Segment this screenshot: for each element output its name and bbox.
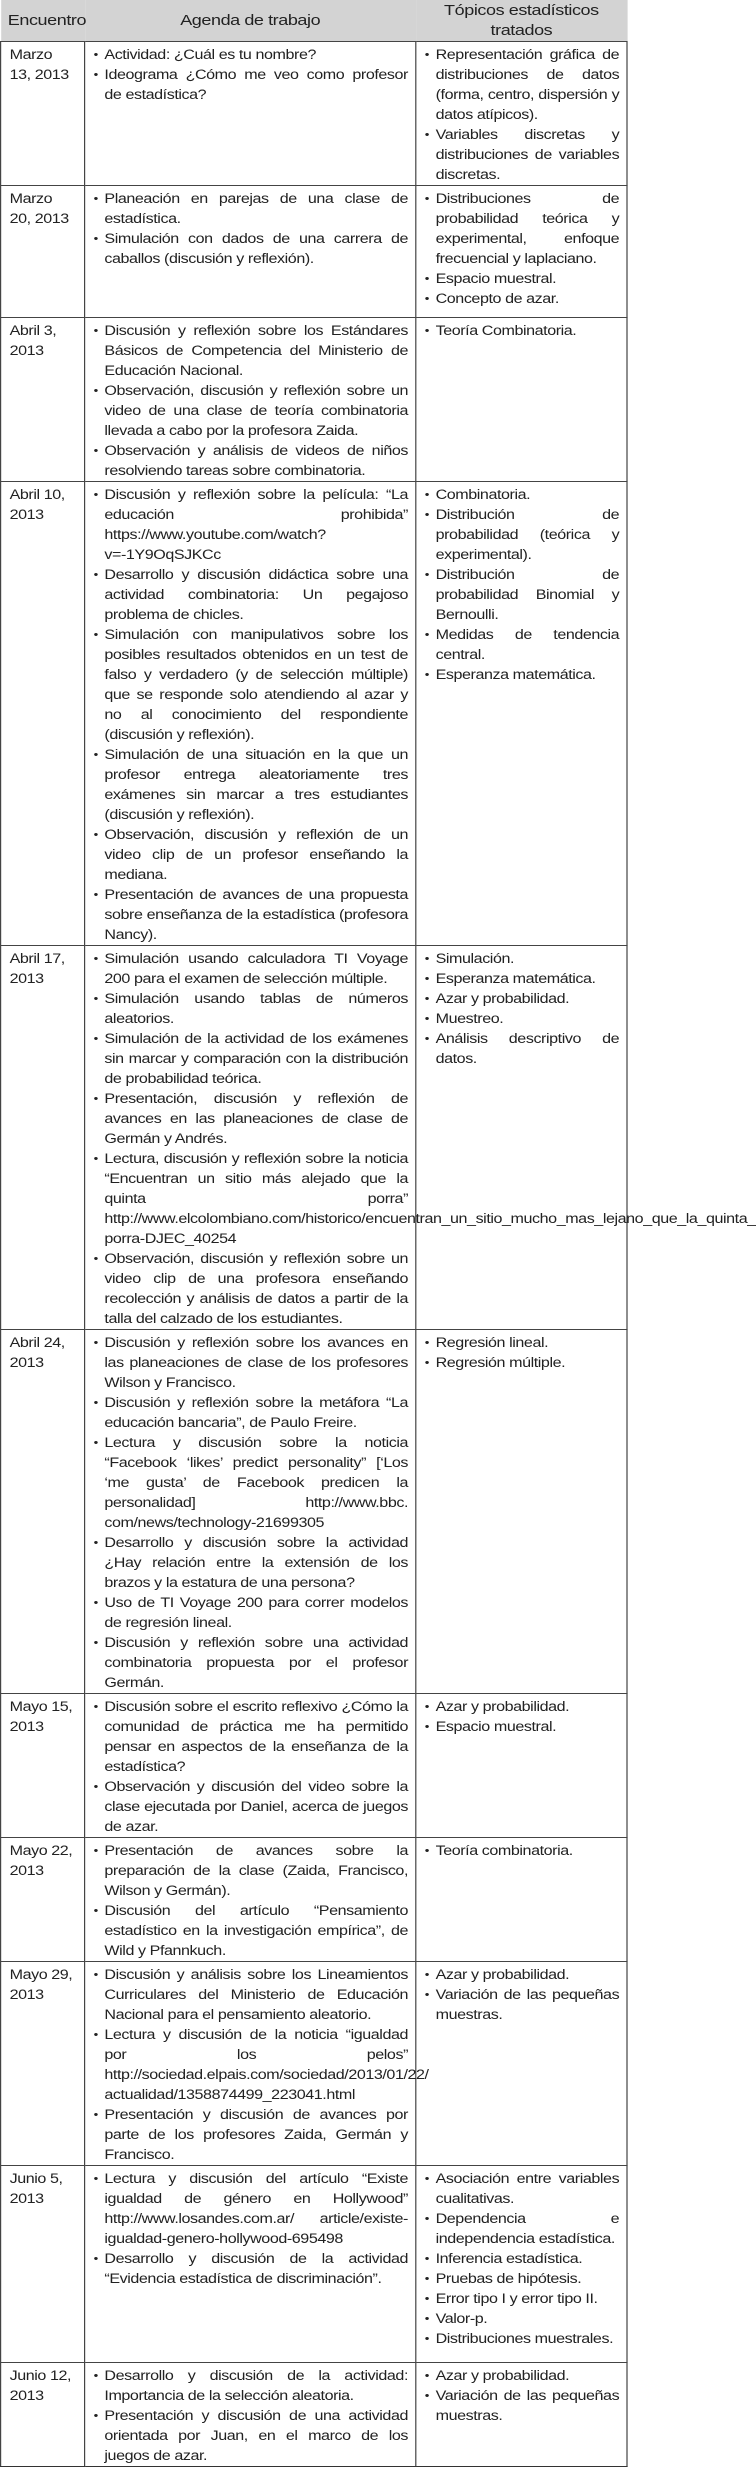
table-row: [1, 482, 627, 946]
agenda-list: [94, 1841, 408, 1961]
agenda-item: • Discusión y reflexión sobre una actividad combinatoria propuesta por el profesor Germán.: [94, 1633, 408, 1693]
topic-item: • Medidas de tendencia central.: [425, 625, 619, 665]
agenda-list: [94, 45, 408, 105]
table-row: [1, 946, 627, 1330]
agenda-item: • Uso de TI Voyage 200 para correr modelos de regresión lineal.: [94, 1593, 408, 1633]
agenda-item: • Planeación en parejas de una clase de estadística.: [94, 189, 408, 229]
topics-cell: [416, 186, 627, 318]
topics-list: [425, 1697, 619, 1737]
topics-list: [425, 949, 619, 1069]
agenda-list: [94, 485, 408, 945]
agenda-item: • Presentación, discusión y reflexión de avances en las planeaciones de clase de Germán y Andrés.: [94, 1089, 408, 1149]
topics-list: [425, 1841, 619, 1861]
agenda-list: [94, 2169, 408, 2289]
topic-item: • Teoría combinatoria.: [425, 1841, 619, 1861]
agenda-item: • Lectura, discusión y reflexión sobre la noticia “Encuentran un sitio más alejado que la quinta porra” http://www.elcolombiano.com/historico/encuentran_un_sitio_mucho_mas_lejano_que_la_quinta_ porra-DJEC_40254: [94, 1149, 408, 1249]
agenda-cell: [85, 1838, 416, 1962]
agenda-cell: [85, 1962, 429, 2166]
topic-item: • Azar y probabilidad.: [425, 2366, 619, 2386]
topics-cell: [416, 318, 627, 482]
agenda-item: • Simulación con manipulativos sobre los posibles resultados obtenidos en un test de falso y verdadero (y de selección múltiple) que se responde solo atendiendo al azar y no al conocimiento del respondiente (discusión y reflexión).: [94, 625, 408, 745]
topic-item: • Combinatoria.: [425, 485, 619, 505]
table-row: [1, 2166, 627, 2363]
table-row: [1, 1962, 627, 2166]
agenda-item: • Discusión sobre el escrito reflexivo ¿Cómo la comunidad de práctica me ha permitido pensar en aspectos de la enseñanza de la estadística?: [94, 1697, 408, 1777]
agenda-cell: [85, 186, 416, 318]
topics-list: [425, 189, 619, 309]
agenda-item: • Discusión y reflexión sobre los avances en las planeaciones de clase de los profesores Wilson y Francisco.: [94, 1333, 408, 1393]
topic-item: • Azar y probabilidad.: [425, 1965, 619, 1985]
topics-cell: [416, 1962, 627, 2166]
topics-cell: [416, 1694, 627, 1838]
agenda-item: • Discusión y reflexión sobre la película: “La educación prohibida” https://www.youtube.com/watch?v=-1Y9OqSJKCc: [94, 485, 408, 565]
table-row: [1, 1694, 627, 1838]
topic-item: • Esperanza matemática.: [425, 665, 619, 685]
topics-cell: [416, 946, 627, 1330]
topic-item: • Concepto de azar.: [425, 289, 619, 309]
agenda-item: • Ideograma ¿Cómo me veo como profesor de estadística?: [94, 65, 408, 105]
agenda-item: • Discusión y reflexión sobre la metáfora “La educación bancaria”, de Paulo Freire.: [94, 1393, 408, 1433]
topic-item: • Distribución de probabilidad (teórica y experimental).: [425, 505, 619, 565]
agenda-item: • Discusión y reflexión sobre los Estándares Básicos de Competencia del Ministerio de Educación Nacional.: [94, 321, 408, 381]
topic-item: • Azar y probabilidad.: [425, 989, 619, 1009]
agenda-item: • Simulación de una situación en la que un profesor entrega aleatoriamente tres exámenes sin marcar a tres estudiantes (discusión y reflexión).: [94, 745, 408, 825]
topic-item: • Error tipo I y error tipo II.: [425, 2289, 619, 2309]
topics-list: [425, 321, 619, 341]
topics-list: [425, 2169, 619, 2349]
agenda-list: [94, 1333, 408, 1693]
agenda-item: • Lectura y discusión del artículo “Existe igualdad de género en Hollywood” http://www.losandes.com.ar/ article/existe-igualdad-genero-hollywood-695498: [94, 2169, 408, 2249]
topic-item: • Valor-p.: [425, 2309, 619, 2329]
topic-item: • Simulación.: [425, 949, 619, 969]
session-date: Junio 12, 2013: [1, 2363, 85, 2467]
agenda-list: [94, 1965, 429, 2165]
agenda-cell: [85, 318, 416, 482]
topics-cell: [416, 2363, 627, 2467]
topic-item: • Espacio muestral.: [425, 1717, 619, 1737]
agenda-item: • Observación, discusión y reflexión sobre un video de una clase de teoría combinatoria llevada a cabo por la profesora Zaida.: [94, 381, 408, 441]
session-date: Mayo 22, 2013: [1, 1838, 85, 1962]
agenda-list: [94, 189, 408, 269]
table-row: [1, 1838, 627, 1962]
topics-list: [425, 45, 619, 185]
agenda-cell: [85, 482, 416, 946]
agenda-cell: [85, 2363, 416, 2467]
topics-cell: [416, 1838, 627, 1962]
session-date: Abril 10, 2013: [1, 482, 85, 946]
topic-item: • Regresión múltiple.: [425, 1353, 619, 1373]
session-date: Mayo 29, 2013: [1, 1962, 85, 2166]
agenda-item: • Presentación de avances de una propuesta sobre enseñanza de la estadística (profesora Nancy).: [94, 885, 408, 945]
topic-item: • Inferencia estadística.: [425, 2249, 619, 2269]
agenda-item: • Lectura y discusión sobre la noticia “Facebook ‘likes’ predict personality” [‘Los ‘me gusta’ de Facebook predicen la personalidad] http://www.bbc. com/news/technology-21699305: [94, 1433, 408, 1533]
agenda-cell: [85, 2166, 416, 2363]
topic-item: • Espacio muestral.: [425, 269, 619, 289]
topic-item: • Distribuciones de probabilidad teórica y experimental, enfoque frecuencial y laplaciano.: [425, 189, 619, 269]
topic-item: • Distribuciones muestrales.: [425, 2329, 619, 2349]
session-date: Marzo 13, 2013: [1, 42, 85, 186]
topics-list: [425, 485, 619, 685]
topic-item: • Distribución de probabilidad Binomial y Bernoulli.: [425, 565, 619, 625]
topic-item: • Asociación entre variables cualitativas.: [425, 2169, 619, 2209]
header-row: [1, 0, 627, 42]
topic-item: • Dependencia e independencia estadística.: [425, 2209, 619, 2249]
agenda-item: • Actividad: ¿Cuál es tu nombre?: [94, 45, 408, 65]
agenda-item: • Presentación y discusión de una actividad orientada por Juan, en el marco de los juegos de azar.: [94, 2406, 408, 2466]
agenda-item: • Simulación usando tablas de números aleatorios.: [94, 989, 408, 1029]
agenda-item: • Desarrollo y discusión didáctica sobre una actividad combinatoria: Un pegajoso problema de chicles.: [94, 565, 408, 625]
topic-item: • Teoría Combinatoria.: [425, 321, 619, 341]
table-row: [1, 1330, 627, 1694]
topic-item: • Representación gráfica de distribuciones de datos (forma, centro, dispersión y datos atípicos).: [425, 45, 619, 125]
topic-item: • Pruebas de hipótesis.: [425, 2269, 619, 2289]
agenda-cell: [85, 1330, 416, 1694]
topic-item: • Regresión lineal.: [425, 1333, 619, 1353]
topic-item: • Variación de las pequeñas muestras.: [425, 1985, 619, 2025]
agenda-item: • Simulación con dados de una carrera de caballos (discusión y reflexión).: [94, 229, 408, 269]
topic-item: • Análisis descriptivo de datos.: [425, 1029, 619, 1069]
topics-cell: [416, 42, 627, 186]
session-date: Abril 17, 2013: [1, 946, 85, 1330]
agenda-item: • Observación y discusión del video sobre la clase ejecutada por Daniel, acerca de juegos de azar.: [94, 1777, 408, 1837]
agenda-list: [94, 321, 408, 481]
topics-cell: [416, 2166, 627, 2363]
table-row: [1, 318, 627, 482]
topic-item: • Variables discretas y distribuciones de variables discretas.: [425, 125, 619, 185]
agenda-item: • Desarrollo y discusión de la actividad “Evidencia estadística de discriminación”.: [94, 2249, 408, 2289]
topics-cell: [416, 1330, 627, 1694]
agenda-item: • Observación y análisis de videos de niños resolviendo tareas sobre combinatoria.: [94, 441, 408, 481]
session-date: Junio 5, 2013: [1, 2166, 85, 2363]
agenda-item: • Desarrollo y discusión de la actividad: Importancia de la selección aleatoria.: [94, 2366, 408, 2406]
header-topicos: Tópicos estadísticos tratados: [416, 0, 627, 42]
header-encuentro: Encuentro: [1, 0, 85, 42]
agenda-cell: [85, 1694, 416, 1838]
agenda-item: • Discusión y análisis sobre los Lineamientos Curriculares del Ministerio de Educación Nacional para el pensamiento aleatorio.: [94, 1965, 408, 2025]
session-date: Abril 24, 2013: [1, 1330, 85, 1694]
session-date: Abril 3, 2013: [1, 318, 85, 482]
table-row: [1, 186, 627, 318]
topics-list: [425, 1333, 619, 1373]
agenda-item: • Observación, discusión y reflexión de un video clip de un profesor enseñando la mediana.: [94, 825, 408, 885]
agenda-item: • Simulación de la actividad de los exámenes sin marcar y comparación con la distribución de probabilidad teórica.: [94, 1029, 408, 1089]
session-date: Marzo 20, 2013: [1, 186, 85, 318]
agenda-item: • Presentación y discusión de avances por parte de los profesores Zaida, Germán y Francisco.: [94, 2105, 408, 2165]
agenda-item: • Simulación usando calculadora TI Voyage 200 para el examen de selección múltiple.: [94, 949, 408, 989]
agenda-list: [94, 1697, 408, 1837]
agenda-cell: [85, 42, 416, 186]
topics-list: [425, 1965, 619, 2025]
topic-item: • Esperanza matemática.: [425, 969, 619, 989]
agenda-item: • Discusión del artículo “Pensamiento estadístico en la investigación empírica”, de Wild y Pfannkuch.: [94, 1901, 408, 1961]
session-date: Mayo 15, 2013: [1, 1694, 85, 1838]
agenda-item: • Desarrollo y discusión sobre la actividad ¿Hay relación entre la extensión de los brazos y la estatura de una persona?: [94, 1533, 408, 1593]
agenda-item: • Observación, discusión y reflexión sobre un video clip de una profesora enseñando recolección y análisis de datos a partir de la talla del calzado de los estudiantes.: [94, 1249, 408, 1329]
topic-item: • Azar y probabilidad.: [425, 1697, 619, 1717]
topic-item: • Muestreo.: [425, 1009, 619, 1029]
agenda-item: • Lectura y discusión de la noticia “igualdad por los pelos” http://sociedad.elpais.com/sociedad/2013/01/22/ actualidad/1358874499_223041.html: [94, 2025, 408, 2105]
topics-list: [425, 2366, 619, 2426]
agenda-item: • Presentación de avances sobre la preparación de la clase (Zaida, Francisco, Wilson y Germán).: [94, 1841, 408, 1901]
topic-item: • Variación de las pequeñas muestras.: [425, 2386, 619, 2426]
table-row: [1, 42, 627, 186]
agenda-list: [94, 2366, 408, 2466]
header-agenda: Agenda de trabajo: [85, 0, 416, 42]
table-row: [1, 2363, 627, 2467]
topics-cell: [416, 482, 627, 946]
